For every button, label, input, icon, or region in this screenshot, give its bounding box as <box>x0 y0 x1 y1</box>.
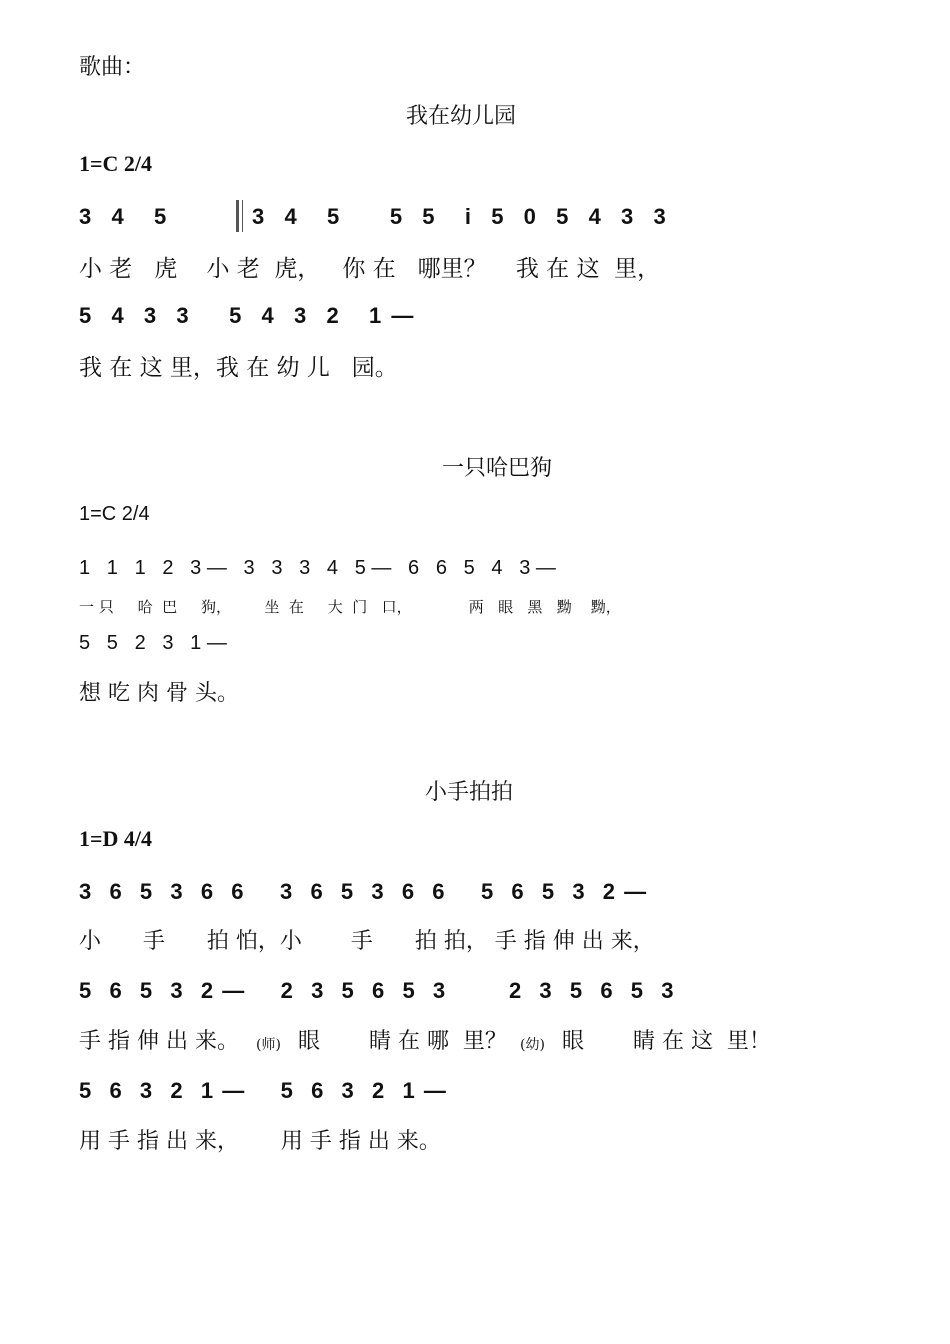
notation-line: 5 4 3 3 5 4 3 2 1 — <box>79 303 414 328</box>
lyrics-line: 小 手 拍 怕，小 手 拍 拍， 手 指 伸 出 来， <box>79 929 655 954</box>
notation-line: 5 6 5 3 2 — 2 3 5 6 5 3 2 3 5 6 5 3 <box>79 978 674 1003</box>
teacher-marker: (师) <box>256 1037 281 1053</box>
notation-line: 5 6 3 2 1 — 5 6 3 2 1 — <box>79 1078 446 1103</box>
lyrics-line: 想 吃 肉 骨 头。 <box>79 681 239 706</box>
song-key: 1=C 2/4 <box>79 503 150 525</box>
lyrics-line: 眼 睛 在 哪 里？ <box>298 1029 507 1054</box>
song-key: 1=C 2/4 <box>79 151 153 176</box>
lyrics-line: 手 指 伸 出 来。 <box>79 1029 239 1054</box>
repeat-barline-thin <box>242 200 243 232</box>
page-heading: 歌曲： <box>79 55 146 80</box>
lyrics-line: 我 在 这 里，我 在 幼 儿 园。 <box>79 355 398 381</box>
notation-line: 1 1 1 2 3 — 3 3 3 4 5 — 6 6 5 4 3 — <box>79 557 556 579</box>
song-title: 一只哈巴狗 <box>442 456 553 481</box>
lyrics-line: 小 老 虎 小 老 虎， 你 在 哪里？ 我 在 这 里， <box>79 256 661 282</box>
notation-line: 3 4 5 5 5 i 5 0 5 4 3 3 <box>252 204 666 229</box>
song-key: 1=D 4/4 <box>79 826 153 851</box>
notation-line: 3 4 5 <box>79 204 167 229</box>
song-title: 小手拍拍 <box>425 780 514 805</box>
notation-line: 5 5 2 3 1 — <box>79 632 227 654</box>
lyrics-line: 眼 睛 在 这 里！ <box>562 1029 771 1054</box>
child-marker: (幼) <box>520 1037 545 1053</box>
lyrics-line: 用 手 指 出 来， 用 手 指 出 来。 <box>79 1129 441 1154</box>
lyrics-line: 一 只 哈 巴 狗， 坐 在 大 门 口， 两 眼 黑 黝 黝， <box>79 598 621 616</box>
repeat-barline <box>236 200 239 232</box>
song-title: 我在幼儿园 <box>406 104 517 129</box>
notation-line: 3 6 5 3 6 6 3 6 5 3 6 6 5 6 5 3 2 — <box>79 879 647 904</box>
